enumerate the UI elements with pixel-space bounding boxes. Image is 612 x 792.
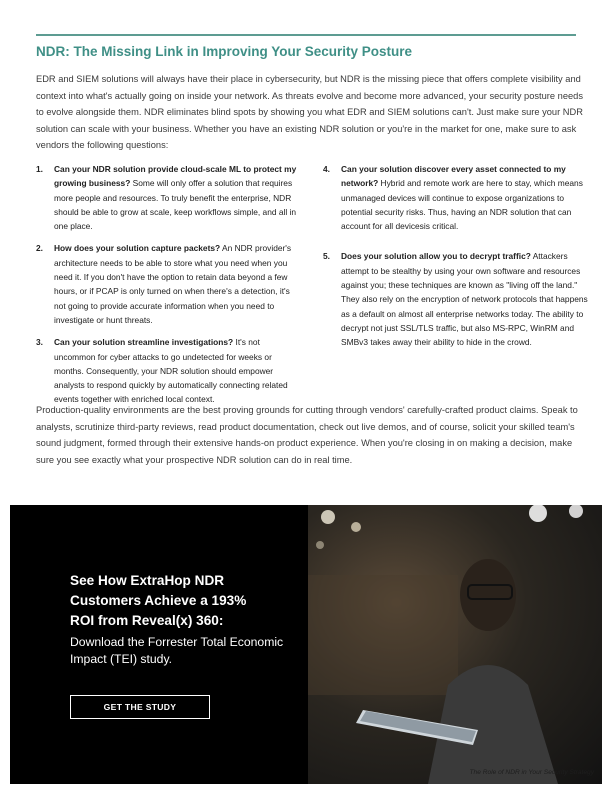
question-number: 1. [36,164,43,174]
question-heading: Can your solution discover every asset connected to my network? [341,164,566,189]
intro-paragraph: EDR and SIEM solutions will always have their place in cybersecurity, but NDR is the missing piece that offers complete visibility and context into what's actually going on inside your network. As threats evolve and become more advanced, your security posture needs to evolve alongside them. NDR eliminates blind spots by showing you what EDR and SIEM solutions can't. Just make sure your NDR solution can scale with your business. Whether you have an existing NDR solution or you're in the market for one, make sure to ask vendors the following questions: [36,74,583,150]
top-divider [36,34,576,36]
footer-caption: The Role of NDR in Your Security Strategy [469,769,594,776]
question-item [36,162,298,233]
get-the-study-button[interactable]: GET THE STUDY [70,695,210,719]
question-item [36,241,298,327]
questions-left-column [36,162,298,415]
question-number: 4. [323,164,330,174]
question-heading: Can your NDR solution provide cloud-scale ML to protect my growing business? [54,164,297,189]
banner-photo [308,505,602,784]
question-item [36,335,298,406]
question-body: An NDR provider's architecture needs to be able to store what you need when you need it. If you don't have the option to retain data beyond a few hours, or if PCAP is only turned on when there's a detection, it's not going to provide accurate information when you need to investigate or hunt threats. [54,243,292,325]
question-item [323,162,588,233]
promo-banner [10,505,602,784]
closing-paragraph: Production-quality environments are the best proving grounds for cutting through vendors' carefully-crafted product claims. Speak to analysts, scrutinize third-party reviews, read product documentation, check out live demos, and of course, solicit your skilled team's sound judgment, formed through their extensive hands-on product experience. When you're closing in on making a decision, make sure you see exactly what your prospective NDR solution can do in real time. [36,405,578,465]
question-body: Some will only offer a solution that requires more people and resources. To truly benefit the enterprise, NDR should be able to grow at scale, keep workflows simple, and all in one place. [54,178,297,232]
question-number: 2. [36,243,43,254]
question-body: Hybrid and remote work are here to stay, which means unmanaged devices will continue to expose organizations to potential security risks. Thus, having an NDR solution that can account for all devicesis critical. [341,178,583,232]
section-title: NDR: The Missing Link in Improving Your Security Posture [36,44,413,59]
question-number: 5. [323,251,330,262]
question-heading: How does your solution capture packets? [54,243,221,254]
questions-right-column [323,162,588,366]
banner-headline: See How ExtraHop NDR Customers Achieve a 193% ROI from Reveal(x) 360: [70,573,247,628]
question-heading: Can your solution streamline investigations? [54,337,234,348]
question-body: Attackers attempt to be stealthy by using your own software and resources against you; these techniques are known as "living off the land." They also rely on the encryption of network protocols that happens as a default on almost all enterprise networks today. The ability to decrypt not just SSL/TLS traffic, but also MS-RPC, WinRM and SMBv3 takes away their ability to hide in the crowd. [341,251,588,348]
question-heading: Does your solution allow you to decrypt traffic? [341,251,531,262]
banner-text-panel [10,505,308,784]
question-number: 3. [36,337,43,348]
banner-subhead: Download the Forrester Total Economic Impact (TEI) study. [70,635,284,666]
photo-illustration [308,505,602,784]
question-body: It's not uncommon for cyber attacks to go undetected for weeks or months. Consequently, your NDR solution should empower analysts to respond quickly by automatically connecting related events together with enriched local context. [54,337,288,405]
question-item [323,249,588,349]
